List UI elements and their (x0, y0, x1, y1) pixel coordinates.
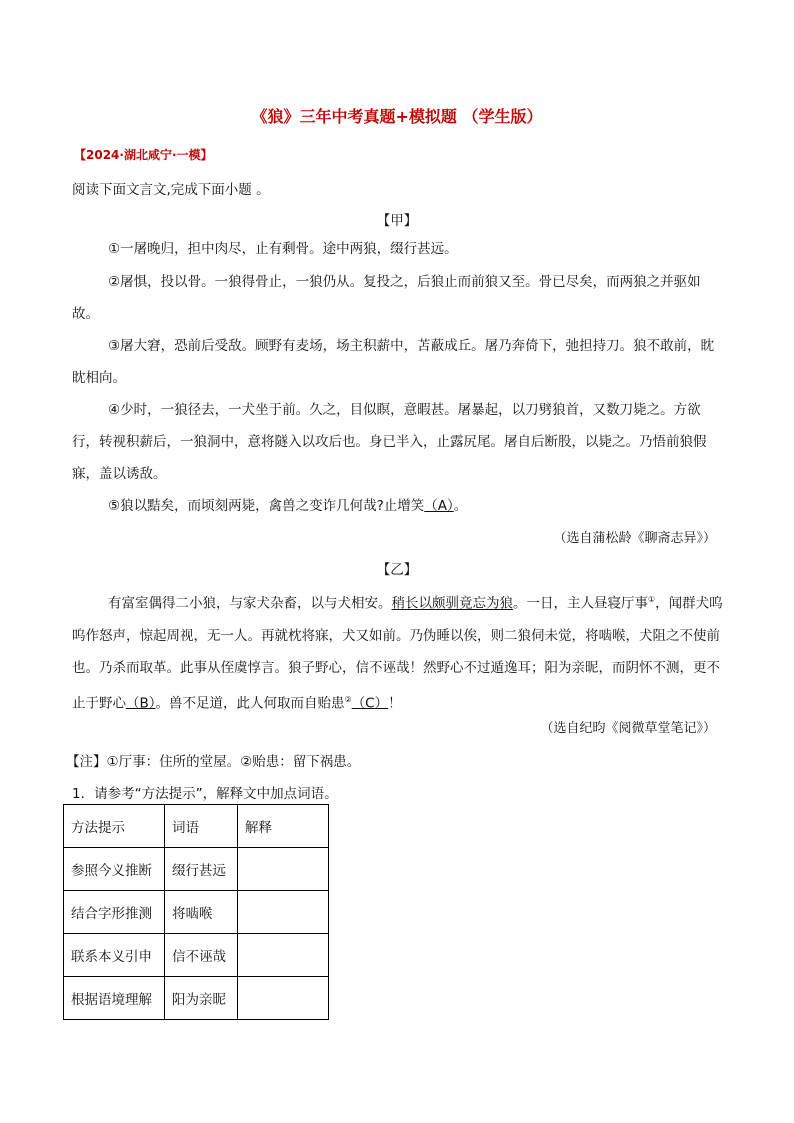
jia-paragraph-2: ②屠惧，投以骨。一狼得骨止，一狼仍从。复投之，后狼止而前狼又至。骨已尽矣，而两狼之并驱如故。 (72, 274, 701, 322)
table-row (64, 977, 329, 1020)
jia-p5-text: ⑤狼以黠矣，而顷刻两毙，禽兽之变诈几何哉?止增笑 (108, 498, 425, 514)
table-cell-answer[interactable] (238, 891, 329, 934)
blank-c: （C） (351, 695, 389, 711)
method-table (63, 804, 329, 1020)
jia-p5-end: 。 (453, 498, 468, 514)
jia-paragraph-4: ④少时，一狼径去，一犬坐于前。久之，目似瞑，意暇甚。屠暴起，以刀劈狼首，又数刀毙之。方欲行，转视积薪后，一狼洞中，意将隧入以攻后也。身已半入，止露尻尾。屠自后断股，以毙之。乃悟前狼假寐，盖以诱敌。 (72, 402, 707, 482)
table-header-row (64, 805, 329, 848)
source-tag: 【2024·湖北咸宁·一模】 (74, 148, 213, 162)
table-header-cell: 解释 (238, 805, 329, 848)
table-cell-answer[interactable] (238, 977, 329, 1020)
yi-paragraph (72, 584, 726, 719)
table-cell-word: 信不诬哉 (165, 934, 238, 977)
table-cell-method: 参照今义推断 (64, 848, 165, 891)
document-title: 《狼》三年中考真题+模拟题 （学生版） (251, 107, 543, 126)
table-row (64, 891, 329, 934)
intro-text: 阅读下面文言文,完成下面小题 。 (72, 182, 270, 198)
table-row (64, 934, 329, 977)
yi-sentence-4: 。兽不足道，此人何取而自贻患 (155, 695, 345, 711)
yi-sentence-2: 。一日，主人昼寝厅事 (513, 595, 648, 612)
section-heading-yi: 【乙】 (376, 562, 418, 578)
table-cell-answer[interactable] (238, 848, 329, 891)
table-header-cell: 词语 (165, 805, 238, 848)
yi-sentence-3: ，闻群犬呜呜作怒声，惊起周视，无一人。再就枕将寐，犬又如前。乃伪睡以俟，则二狼伺未觉，将啮喉，犬阻之不使前也。乃杀而取革。此事从侄虞惇言。狼子野心，信不诬哉！然野心不过遁逸耳；阳为亲昵，而阴怀不测，更不止于野心 (72, 595, 723, 711)
note-mark-2: ② (344, 694, 352, 704)
table-cell-word: 将啮喉 (165, 891, 238, 934)
table-header-cell: 方法提示 (64, 805, 165, 848)
table-cell-word: 阳为亲昵 (165, 977, 238, 1020)
blank-a: （A） (424, 498, 454, 514)
underlined-sentence: 稍长以颇驯竟忘为狼 (391, 595, 513, 612)
table-row (64, 848, 329, 891)
table-cell-method: 根据语境理解 (64, 977, 165, 1020)
jia-paragraph-3: ③屠大窘，恐前后受敌。顾野有麦场，场主积薪中，苫蔽成丘。屠乃奔倚下，弛担持刀。狼不敢前，眈眈相向。 (72, 338, 715, 386)
blank-b: （B） (126, 695, 156, 711)
note-mark-1: ① (648, 595, 656, 604)
section-heading-jia: 【甲】 (376, 213, 418, 229)
yi-credit: （选自纪昀《阅微草堂笔记》） (540, 721, 716, 736)
annotation-note: 【注】①厅事：住所的堂屋。②贻患：留下祸患。 (66, 754, 361, 770)
table-cell-word: 缀行甚远 (165, 848, 238, 891)
jia-paragraph-5 (72, 490, 726, 522)
table-cell-method: 联系本义引申 (64, 934, 165, 977)
jia-credit: （选自蒲松龄《聊斋志异》） (553, 531, 716, 546)
jia-paragraph-1: ①一屠晚归，担中肉尽，止有剩骨。途中两狼，缀行甚远。 (108, 241, 458, 257)
yi-sentence-5: ！ (388, 695, 402, 711)
table-cell-answer[interactable] (238, 934, 329, 977)
yi-sentence-1: 有富室偶得二小狼，与家犬杂畜，以与犬相安。 (108, 595, 392, 612)
question-1: 1．请参考“方法提示”，解释文中加点词语。 (72, 786, 338, 802)
table-cell-method: 结合字形推测 (64, 891, 165, 934)
